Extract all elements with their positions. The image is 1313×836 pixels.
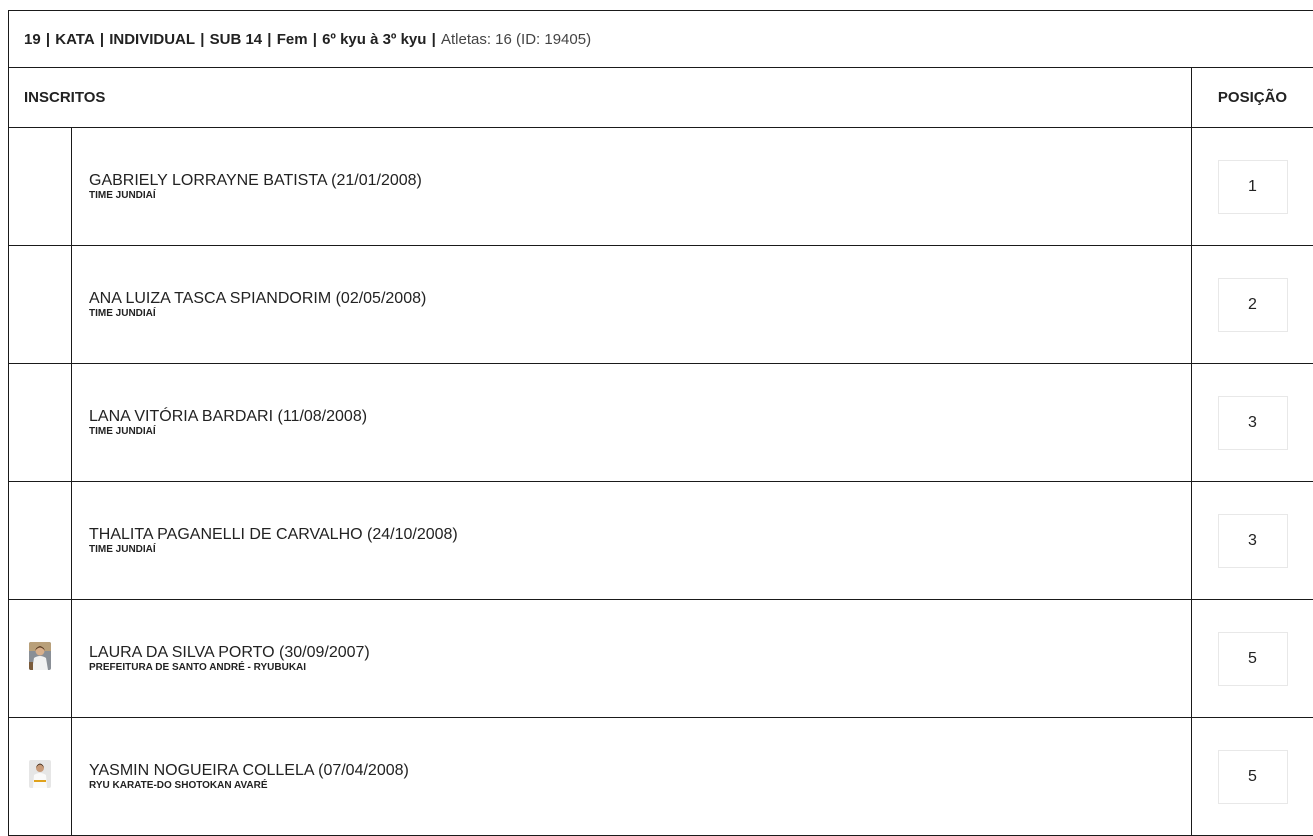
athlete-photo-cell	[9, 364, 72, 482]
category-modality: KATA	[55, 31, 94, 48]
athlete-team: TIME JUNDIAÍ	[89, 190, 1191, 201]
position-value: 5	[1218, 632, 1288, 686]
athlete-info	[72, 364, 1192, 482]
athlete-name: GABRIELY LORRAYNE BATISTA (21/01/2008)	[89, 172, 1191, 190]
athlete-team: PREFEITURA DE SANTO ANDRÉ - RYUBUKAI	[89, 662, 1191, 673]
athlete-info	[72, 718, 1192, 836]
athlete-photo-cell	[9, 600, 72, 718]
position-cell	[1192, 246, 1313, 364]
position-cell	[1192, 600, 1313, 718]
position-cell	[1192, 364, 1313, 482]
category-athletes-count: Atletas: 16 (ID: 19405)	[441, 31, 591, 48]
position-value: 3	[1218, 514, 1288, 568]
athlete-name: LAURA DA SILVA PORTO (30/09/2007)	[89, 644, 1191, 662]
athlete-info	[72, 128, 1192, 246]
athlete-photo-cell	[9, 718, 72, 836]
athlete-name: ANA LUIZA TASCA SPIANDORIM (02/05/2008)	[89, 290, 1191, 308]
athlete-photo	[29, 760, 51, 788]
athlete-name: LANA VITÓRIA BARDARI (11/08/2008)	[89, 408, 1191, 426]
category-title-row	[9, 11, 1313, 68]
category-grade: 6º kyu à 3º kyu	[322, 31, 426, 48]
athlete-info	[72, 246, 1192, 364]
table-row	[9, 128, 1313, 246]
table-row	[9, 364, 1313, 482]
athlete-photo-cell	[9, 128, 72, 246]
position-value: 1	[1218, 160, 1288, 214]
header-inscritos: INSCRITOS	[9, 68, 1192, 128]
athlete-photo	[29, 642, 51, 670]
position-value: 3	[1218, 396, 1288, 450]
position-cell	[1192, 718, 1313, 836]
position-cell	[1192, 128, 1313, 246]
athlete-team: RYU KARATE-DO SHOTOKAN AVARÉ	[89, 780, 1191, 791]
table-row	[9, 482, 1313, 600]
athlete-name: YASMIN NOGUEIRA COLLELA (07/04/2008)	[89, 762, 1191, 780]
position-value: 2	[1218, 278, 1288, 332]
athlete-photo-image	[29, 760, 51, 788]
athlete-info	[72, 482, 1192, 600]
category-number: 19	[24, 31, 41, 48]
header-posicao: POSIÇÃO	[1192, 68, 1313, 128]
table-row	[9, 600, 1313, 718]
athlete-team: TIME JUNDIAÍ	[89, 426, 1191, 437]
position-cell	[1192, 482, 1313, 600]
athlete-info	[72, 600, 1192, 718]
category-age: SUB 14	[210, 31, 263, 48]
table-row	[9, 718, 1313, 836]
category-type: INDIVIDUAL	[109, 31, 195, 48]
table-header-row	[9, 68, 1313, 128]
athlete-photo-cell	[9, 246, 72, 364]
position-value: 5	[1218, 750, 1288, 804]
category-results-table	[8, 10, 1313, 836]
results-frame	[8, 10, 1313, 819]
table-row	[9, 246, 1313, 364]
athlete-name: THALITA PAGANELLI DE CARVALHO (24/10/2008)	[89, 526, 1191, 544]
athlete-photo-cell	[9, 482, 72, 600]
athlete-team: TIME JUNDIAÍ	[89, 544, 1191, 555]
athlete-photo-image	[29, 642, 51, 670]
athlete-team: TIME JUNDIAÍ	[89, 308, 1191, 319]
category-gender: Fem	[277, 31, 308, 48]
category-title: 19 | KATA | INDIVIDUAL | SUB 14 | Fem | 6º kyu à 3º kyu | Atletas: 16 (ID: 19405)	[9, 11, 1313, 68]
